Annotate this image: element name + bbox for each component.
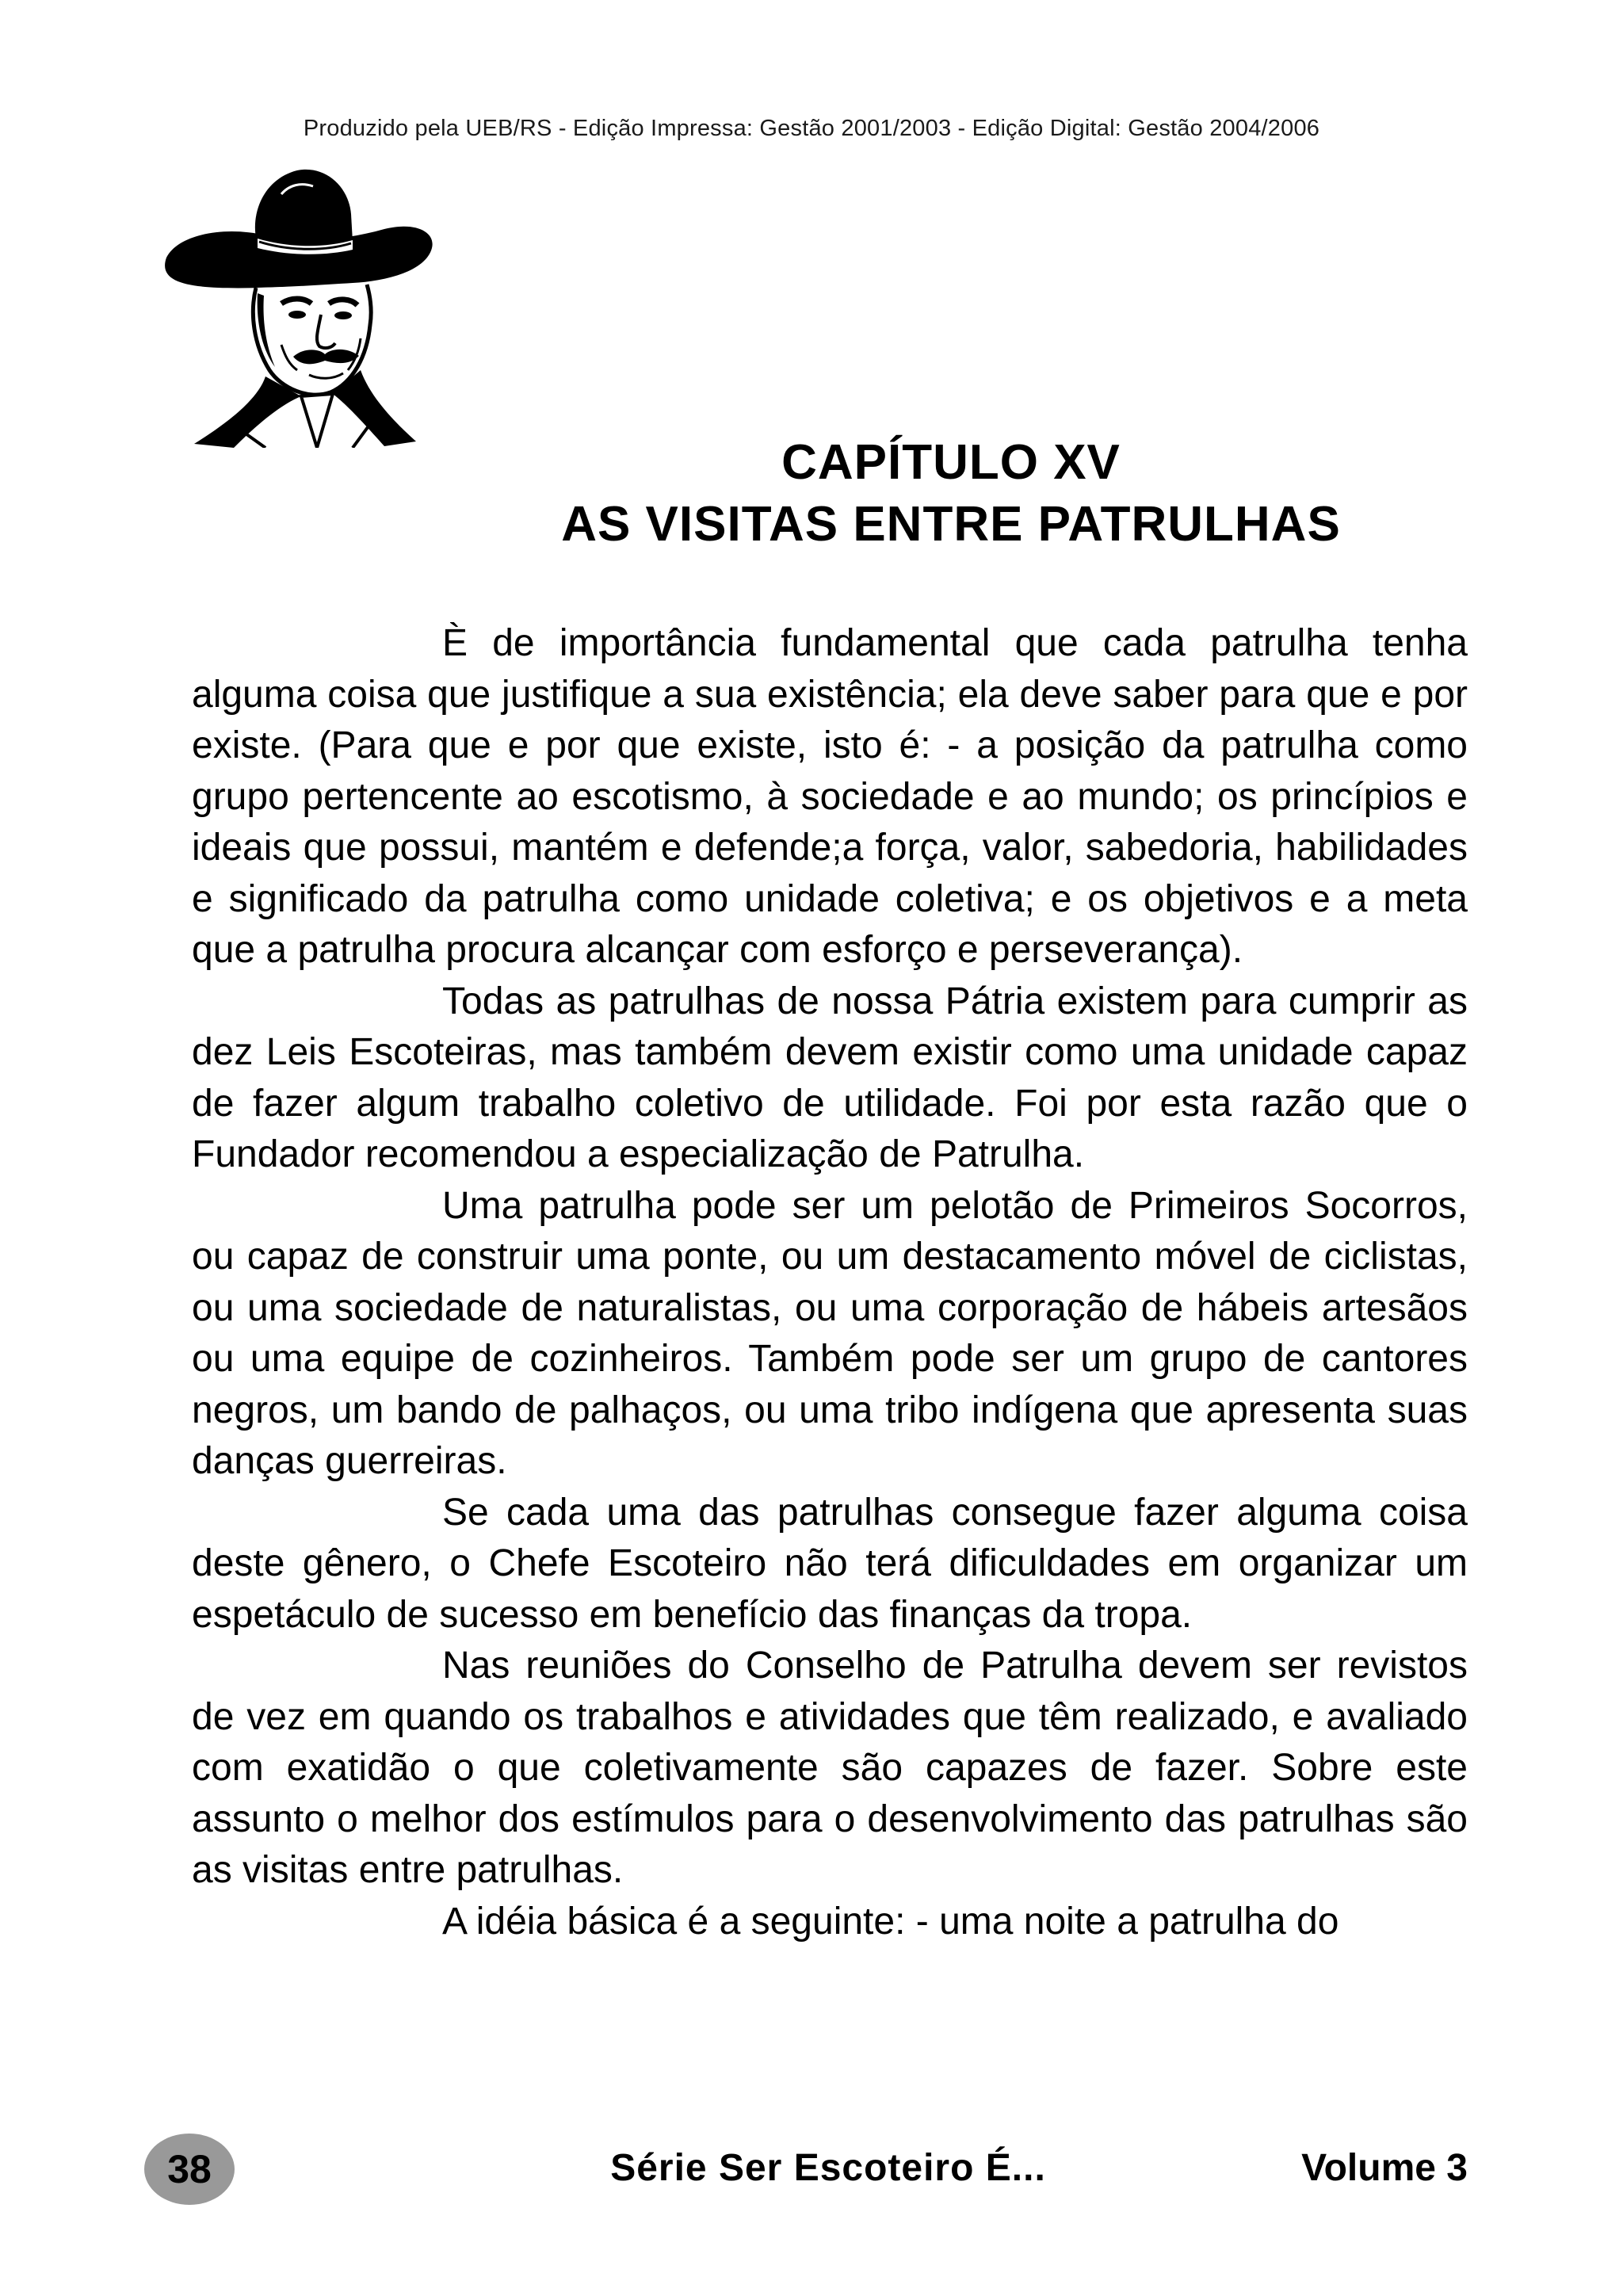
paragraph: A idéia básica é a seguinte: - uma noite a patrulha do — [442, 1900, 1339, 1943]
page-header: Produzido pela UEB/RS - Edição Impressa: Gestão 2001/2003 - Edição Digital: Gestão 2004/2006 — [303, 116, 1320, 141]
paragraph: Nas reuniões do Conselho de Patrulha devem ser revistos de vez em quando os trabalhos e atividades que têm realizado, e avaliado com exatidão o que coletivamente são capazes de fazer. Sobre este assunto o melhor dos estímulos para o desenvolvimento das patrulhas são as visitas entre patrulhas. — [192, 1645, 1468, 1891]
scout-founder-portrait-icon — [162, 162, 440, 448]
paragraph: Uma patrulha pode ser um pelotão de Primeiros Socorros, ou capaz de construir uma ponte, ou um destacamento móvel de ciclistas, ou uma sociedade de naturalistas, ou uma corporação de hábeis artesãos ou uma equipe de cozinheiros. Também pode ser um grupo de cantores negros, um bando de palhaços, ou uma tribo indígena que apresenta suas danças guerreiras. — [192, 1184, 1468, 1482]
chapter-heading — [0, 432, 1623, 556]
series-title: Série Ser Escoteiro É... — [610, 2147, 1046, 2189]
body-text — [192, 618, 1468, 1947]
volume-label: Volume 3 — [1301, 2147, 1468, 2189]
paragraph: È de importância fundamental que cada patrulha tenha alguma coisa que justifique a sua existência; ela deve saber para que e por existe. (Para que e por que existe, isto é: - a posição da patrulha como grupo pertencente ao escotismo, à sociedade e ao mundo; os princípios e ideais que possui, mantém e defende;a força, valor, sabedoria, habilidades e significado da patrulha como unidade coletiva; e os objetivos e a meta que a patrulha procura alcançar com esforço e perseverança). — [192, 622, 1468, 971]
chapter-title: AS VISITAS ENTRE PATRULHAS — [561, 497, 1341, 552]
paragraph: Se cada uma das patrulhas consegue fazer alguma coisa deste gênero, o Chefe Escoteiro não terá dificuldades em organizar um espetáculo de sucesso em benefício das finanças da tropa. — [192, 1491, 1468, 1636]
page-number-badge: 38 — [144, 2134, 235, 2205]
chapter-number: CAPÍTULO XV — [781, 435, 1121, 490]
paragraph: Todas as patrulhas de nossa Pátria existem para cumprir as dez Leis Escoteiras, mas também devem existir como uma unidade capaz de fazer algum trabalho coletivo de utilidade. Foi por esta razão que o Fundador recomendou a especialização de Patrulha. — [192, 980, 1468, 1175]
page-footer — [0, 2124, 1623, 2203]
